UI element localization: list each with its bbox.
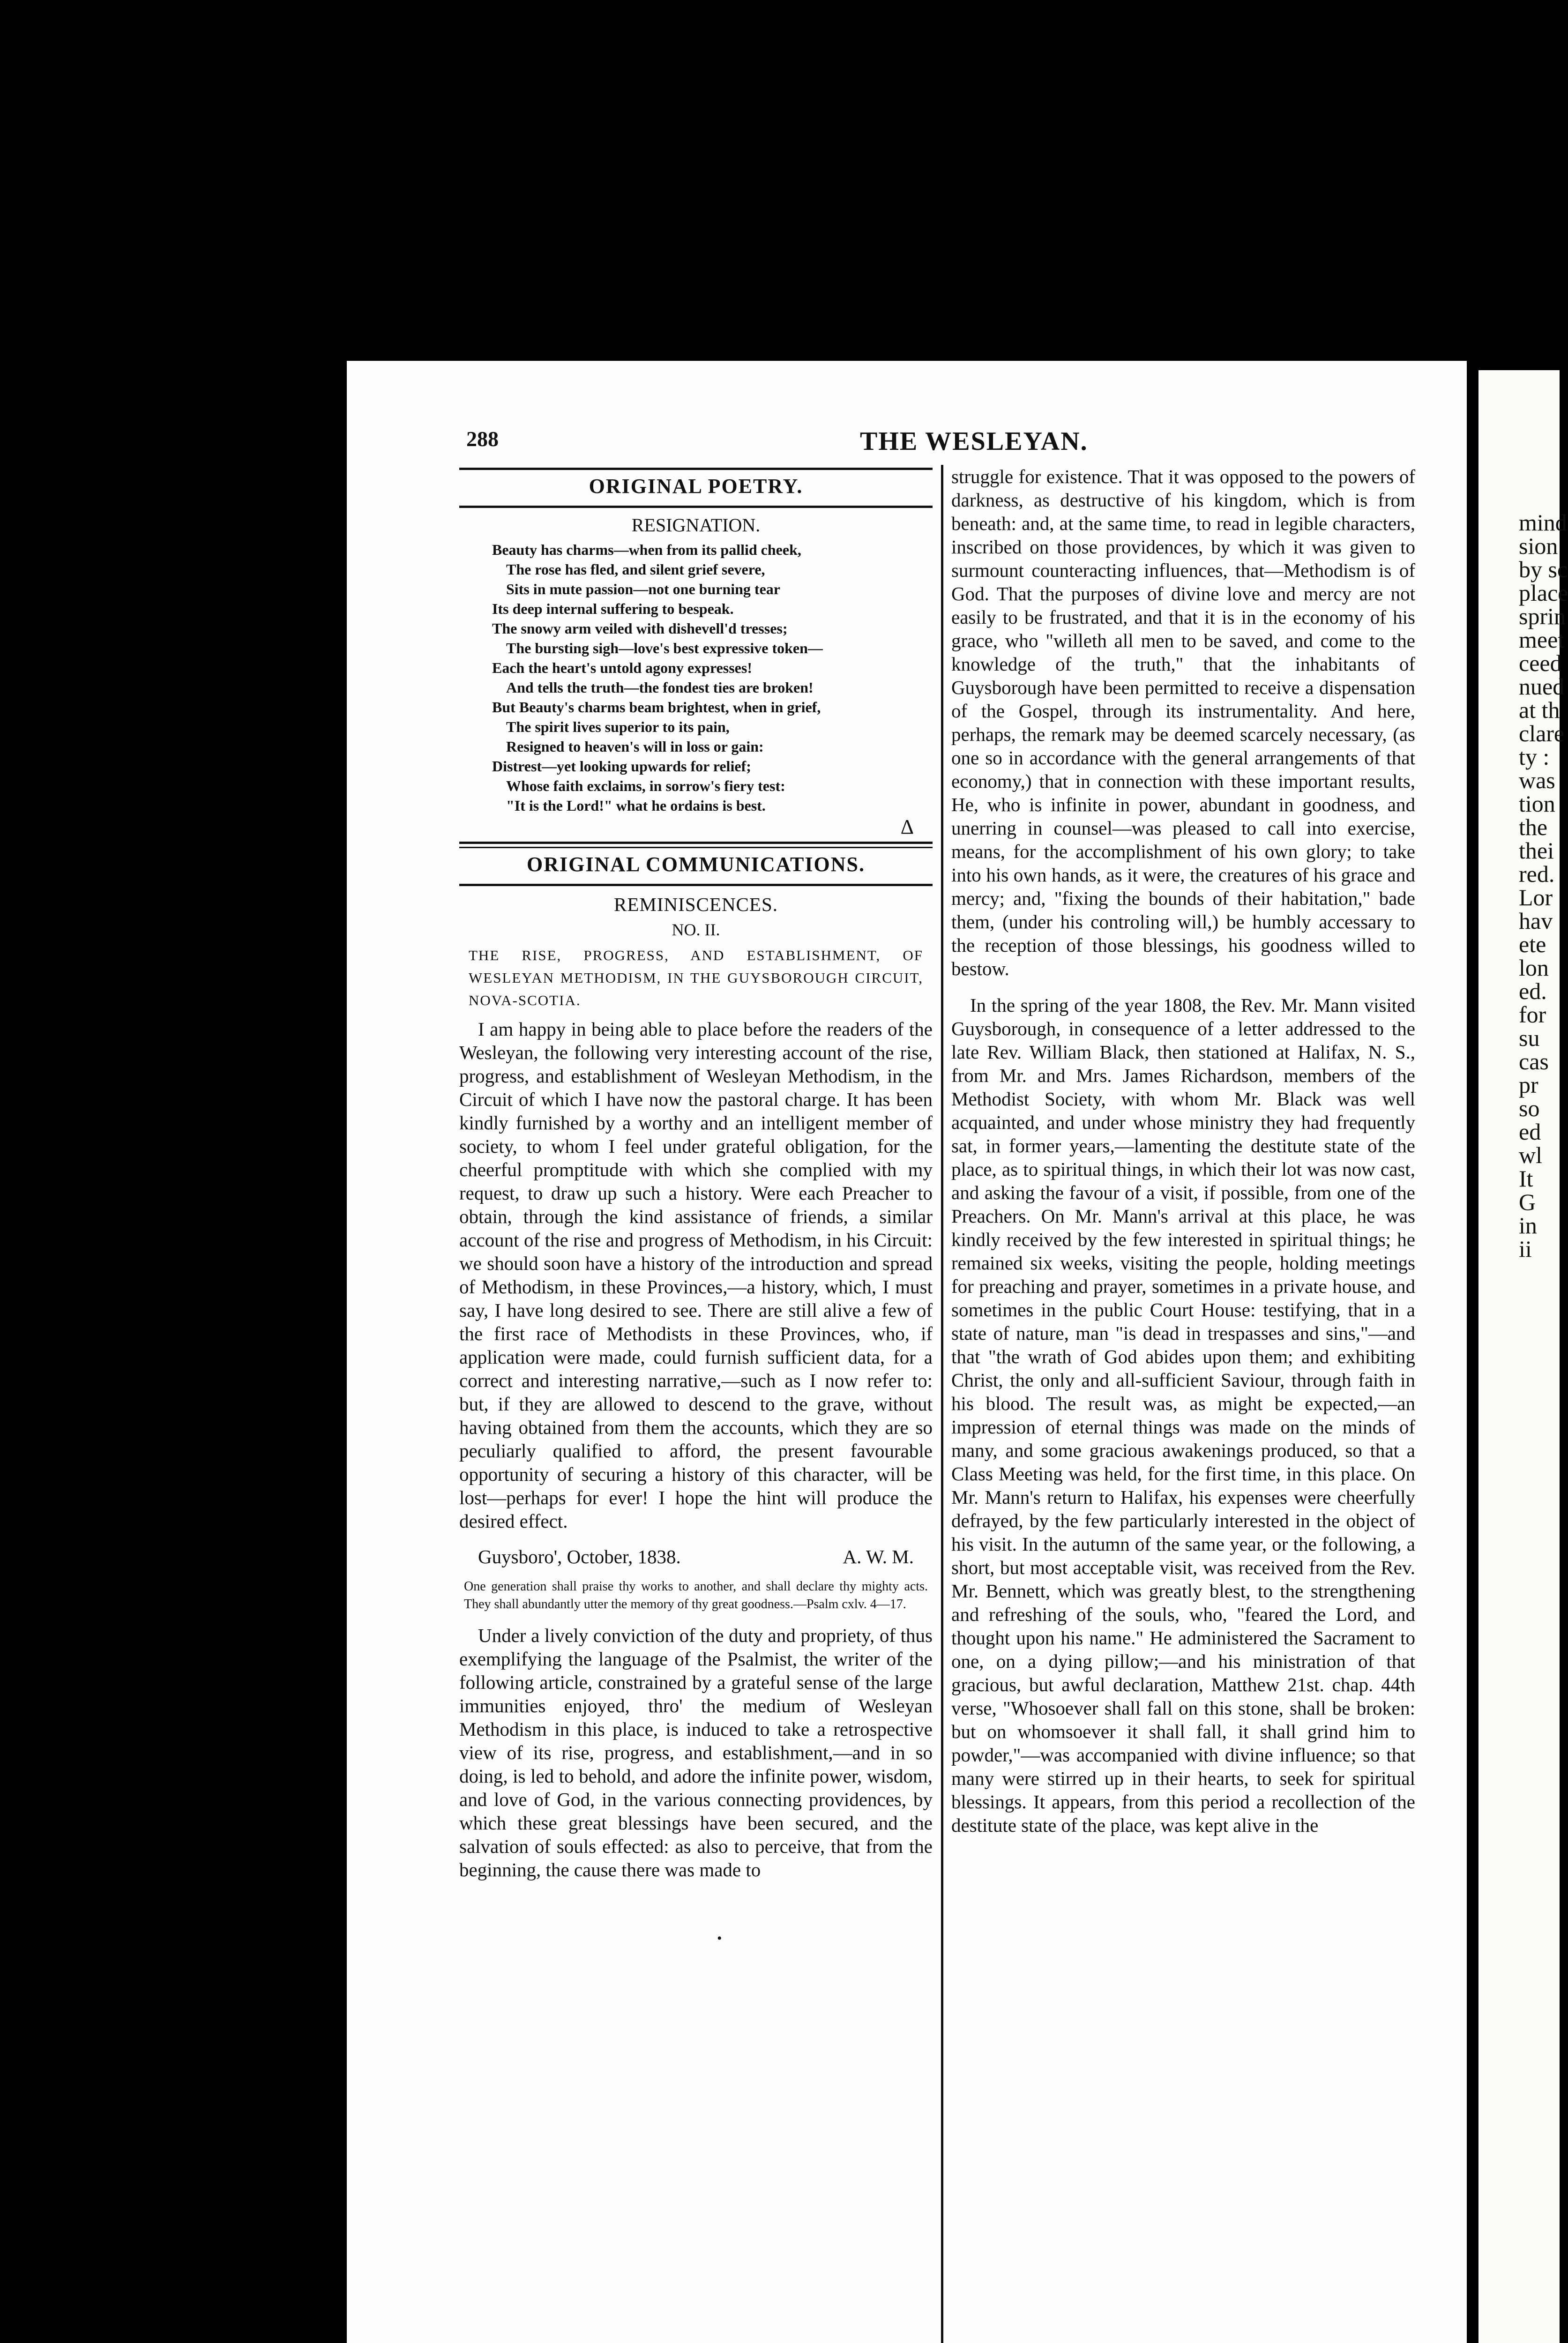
epigraph: One generation shall praise thy works to another, and shall declare thy mighty acts. They shall abundantly utter the memory of thy great goodness.—Psalm cxlv. 4—17. bbox=[464, 1579, 928, 1612]
poetry-heading: ORIGINAL POETRY. bbox=[589, 475, 803, 498]
right-column bbox=[951, 465, 1415, 1837]
poem bbox=[459, 540, 933, 815]
communications-heading: ORIGINAL COMMUNICATIONS. bbox=[527, 853, 865, 876]
poem-signature: Δ bbox=[900, 815, 914, 838]
adjacent-page-fragment: lon bbox=[1519, 955, 1549, 981]
adjacent-page-fragment: at th bbox=[1519, 697, 1560, 723]
adjacent-page-fragment: ii bbox=[1519, 1236, 1532, 1262]
adjacent-page-fragment: so bbox=[1519, 1095, 1540, 1121]
article-title: REMINISCENCES. bbox=[613, 894, 778, 915]
adjacent-page-fragment: It bbox=[1519, 1165, 1533, 1192]
poem-line: Resigned to heaven's will in loss or gain: bbox=[506, 738, 764, 755]
page bbox=[347, 361, 1467, 2343]
adjacent-page-fragment: hav bbox=[1519, 908, 1553, 934]
divider bbox=[459, 884, 933, 886]
poem-line: Sits in mute passion—not one burning tear bbox=[506, 581, 780, 597]
poem-line: The snowy arm veiled with dishevell'd tresses; bbox=[492, 620, 788, 637]
adjacent-page-fragment: ceed bbox=[1519, 650, 1562, 676]
adjacent-page-fragment: by sc bbox=[1519, 556, 1568, 582]
page-number: 288 bbox=[466, 427, 499, 451]
poem-line: Distrest—yet looking upwards for relief; bbox=[492, 758, 751, 775]
adjacent-page-fragment: cas bbox=[1519, 1048, 1549, 1074]
adjacent-page-fragment: ed bbox=[1519, 1119, 1541, 1145]
adjacent-page-fragment: su bbox=[1519, 1025, 1540, 1051]
left-column bbox=[459, 465, 933, 1881]
adjacent-page-fragment: sprin bbox=[1519, 603, 1566, 629]
divider bbox=[459, 506, 933, 508]
intro-paragraph: I am happy in being able to place before the readers of the Wesleyan, the following very interesting account of the rise, progress, and establishment of Wesleyan Methodism, in the Circuit of which I have now the pastoral charge. It has been kindly furnished by a worthy and an intelligent member of society, to whom I feel under grateful obligation, for the cheerful promptitude with which she complied with my request, to draw up such a history. Were each Preacher to obtain, through the kind assistance of friends, a similar account of the rise and progress of Methodism, in his Circuit: we should soon have a history of the introduction and spread of Methodism, in these Provinces,—a history, which, I must say, I have long desired to see. There are still alive a few of the first race of Methodists in these Provinces, who, if application were made, could furnish sufficient data, for a correct and interesting narrative,—such as I now refer to: but, if they are allowed to descend to the grave, without having obtained from them the accounts, which they are so peculiarly qualified to afford, the present favourable opportunity of securing a history of this character, will be lost—perhaps for ever! I hope the hint will produce the desired effect. bbox=[459, 1018, 933, 1532]
place-date: Guysboro', October, 1838. bbox=[478, 1546, 681, 1567]
adjacent-page-fragment: tion bbox=[1519, 791, 1555, 817]
adjacent-page-fragment: wl bbox=[1519, 1142, 1542, 1168]
poem-line: Its deep internal suffering to bespeak. bbox=[492, 600, 734, 617]
adjacent-page-fragment: meet bbox=[1519, 627, 1565, 653]
adjacent-page-fragment: ty : bbox=[1519, 744, 1550, 770]
adjacent-page-fragment: ed. bbox=[1519, 978, 1547, 1004]
poem-line: Each the heart's untold agony expresses! bbox=[492, 659, 752, 676]
column-rule bbox=[941, 465, 943, 2343]
adjacent-page-fragment: thei bbox=[1519, 837, 1554, 864]
adjacent-page-fragment: the bbox=[1519, 814, 1548, 840]
adjacent-page-fragment: ete bbox=[1519, 931, 1546, 957]
poem-title: RESIGNATION. bbox=[631, 515, 761, 536]
poem-line: "It is the Lord!" what he ordains is best. bbox=[506, 797, 766, 814]
divider bbox=[459, 468, 933, 470]
author-initials: A. W. M. bbox=[843, 1546, 914, 1567]
article-number: NO. II. bbox=[672, 920, 720, 939]
poem-line: The rose has fled, and silent grief severe, bbox=[506, 561, 765, 578]
adjacent-page-fragment: clare bbox=[1519, 720, 1565, 746]
body-paragraph: Under a lively conviction of the duty and propriety, of thus exemplifying the language of the Psalmist, the writer of the following article, constrained by a grateful sense of the large immunities enjoyed, thro' the medium of Wesleyan Methodism in this place, is induced to take a retrospective view of its rise, progress, and establishment,—and in so doing, is led to behold, and adore the infinite power, wisdom, and love of God, in the various connecting providences, by which these great blessings have been secured, and the salvation of souls effected: as also to perceive, that from the beginning, the cause there was made to bbox=[459, 1625, 933, 1880]
divider bbox=[459, 842, 933, 844]
adjacent-page-fragment: mind bbox=[1519, 509, 1567, 536]
adjacent-page-fragment: red. bbox=[1519, 861, 1555, 887]
adjacent-page-fragment: was bbox=[1519, 767, 1555, 793]
poem-line: But Beauty's charms beam brightest, when in grief, bbox=[492, 699, 821, 716]
adjacent-page-strip bbox=[1478, 370, 1568, 2343]
body-paragraph: In the spring of the year 1808, the Rev. Mr. Mann visited Guysborough, in consequence of a letter addressed to the late Rev. William Black, then stationed at Halifax, N. S., from Mr. and Mrs. James Richardson, members of the Methodist Society, with whom Mr. Black was well acquainted, and under whose ministry they had frequently sat, in former years,—lamenting the destitute state of the place, as to spiritual things, in which their lot was now cast, and asking the favour of a visit, if possible, from one of the Preachers. On Mr. Mann's arrival at this place, he was kindly received by the few interested in spiritual things; he remained six weeks, visiting the people, holding meetings for preaching and prayer, sometimes in a private house, and sometimes in the public Court House: testifying, that in a state of nature, man "is dead in trespasses and sins,"—and that "the wrath of God abides upon them; and exhibiting Christ, the only and all-sufficient Saviour, through faith in his blood. The result was, as might be expected,—an impression of eternal things was made on the minds of many, and some gracious awakenings produced, so that a Class Meeting was held, for the first time, in this place. On Mr. Mann's return to Halifax, his expenses were cheerfully defrayed, by the few particularly interested in the object of his visit. In the autumn of the same year, or the following, a short, but most acceptable visit, was received from the Rev. Mr. Bennett, which was greatly blest, to the strengthening and refreshing of the souls, who, "feared the Lord, and thought upon his name." He administered the Sacrament to one, on a dying pillow;—and his ministration of that gracious, but awful declaration, Matthew 21st. chap. 44th verse, "Whosoever shall fall on this stone, shall be broken: but on whomsoever it shall fall, it shall grind him to powder,"—was accompanied with divine influence; so that many were stirred up in their hearts, to seek for spiritual blessings. It appears, from this period a recollection of the destitute state of the place, was kept alive in the bbox=[951, 994, 1415, 1836]
adjacent-page-fragment: G bbox=[1519, 1189, 1536, 1215]
poem-line: The spirit lives superior to its pain, bbox=[506, 718, 730, 735]
poem-line: Whose faith exclaims, in sorrow's fiery test: bbox=[506, 777, 785, 794]
article-subtitle: THE RISE, PROGRESS, AND ESTABLISHMENT, OF WESLEYAN METHODISM, IN THE GUYSBOROUGH CIRCUIT, NOVA-SCOTIA. bbox=[469, 947, 923, 1008]
adjacent-page-fragment: in bbox=[1519, 1212, 1537, 1239]
adjacent-page-fragment: pr bbox=[1519, 1072, 1538, 1098]
adjacent-page-fragment: sion bbox=[1519, 533, 1558, 559]
poem-line: And tells the truth—the fondest ties are broken! bbox=[506, 679, 814, 696]
body-paragraph: struggle for existence. That it was opposed to the powers of darkness, as destructive of his kingdom, which is from beneath: and, at the same time, to read in legible characters, inscribed on those providences, by which it was given to surmount counteracting influences, that—Methodism is of God. That the purposes of divine love and mercy are not easily to be frustrated, and that it is in the economy of his grace, who "willeth all men to be saved, and come to the knowledge of the truth," that the inhabitants of Guysborough have been permitted to receive a dispensation of the Gospel, through its instrumentality. And here, perhaps, the remark may be deemed scarcely necessary, (as one so in accordance with the general arrangements of that economy,) that in connection with these important results, He, who is infinite in power, abundant in goodness, and unerring in counsel—was pleased to call into exercise, means, for the accomplishment of his own glory; to take into his own hands, as it were, the creatures of his grace and mercy; and, "fixing the bounds of their habitation," bade them, (under his controling will,) be humbly accessary to the reception of those blessings, his goodness willed to bestow. bbox=[951, 466, 1415, 979]
divider bbox=[459, 847, 933, 848]
running-head: THE WESLEYAN. bbox=[860, 427, 1088, 456]
adjacent-page-fragment: for bbox=[1519, 1001, 1546, 1028]
adjacent-page-fragment: Lor bbox=[1519, 884, 1553, 910]
dateline bbox=[478, 1545, 914, 1568]
adjacent-page-fragment: nued bbox=[1519, 673, 1565, 700]
adjacent-page-fragment: place bbox=[1519, 580, 1568, 606]
margin-mark: • bbox=[717, 1931, 722, 1946]
poem-line: The bursting sigh—love's best expressive token— bbox=[506, 640, 823, 657]
poem-line: Beauty has charms—when from its pallid cheek, bbox=[492, 541, 801, 558]
